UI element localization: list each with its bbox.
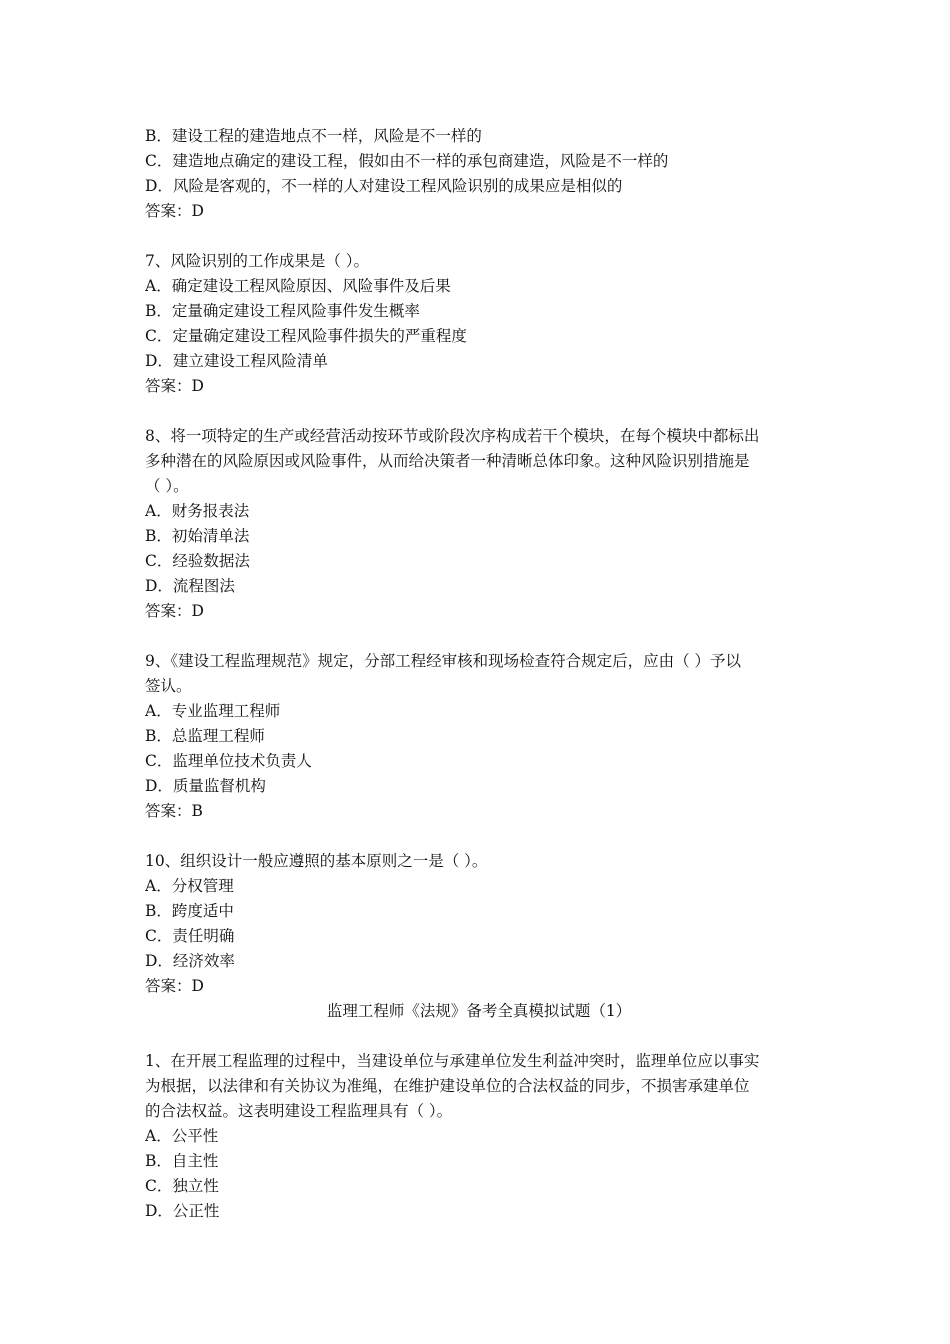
answer: 答案：B: [145, 802, 203, 820]
option-a: A．分权管理: [145, 877, 234, 895]
question-9: [145, 649, 813, 824]
spacer: [145, 1024, 813, 1049]
question-text-line-2: 多种潜在的风险原因或风险事件，从而给决策者一种清晰总体印象。这种风险识别措施是: [145, 452, 750, 470]
option-b: B．跨度适中: [145, 902, 234, 920]
option-d: D．公正性: [145, 1202, 220, 1220]
spacer: [145, 399, 813, 424]
option-b: B．建设工程的建造地点不一样，风险是不一样的: [145, 127, 482, 145]
question-10: [145, 849, 813, 999]
option-a: A．财务报表法: [145, 502, 250, 520]
section-title: 监理工程师《法规》备考全真模拟试题（1）: [326, 1002, 632, 1020]
question-text-line-3: （ ）。: [145, 477, 189, 495]
answer: 答案：D: [145, 602, 204, 620]
option-b: B．定量确定建设工程风险事件发生概率: [145, 302, 420, 320]
option-d: D．经济效率: [145, 952, 235, 970]
option-d: D．风险是客观的，不一样的人对建设工程风险识别的成果应是相似的: [145, 177, 623, 195]
option-c: C．经验数据法: [145, 552, 250, 570]
option-c: C．责任明确: [145, 927, 235, 945]
option-b: B．自主性: [145, 1152, 219, 1170]
option-b: B．初始清单法: [145, 527, 250, 545]
spacer: [145, 224, 813, 249]
section-question-1: [145, 1049, 813, 1224]
question-text-line-3: 的合法权益。这表明建设工程监理具有（ ）。: [145, 1102, 453, 1120]
option-c: C．建造地点确定的建设工程，假如由不一样的承包商建造，风险是不一样的: [145, 152, 669, 170]
answer: 答案：D: [145, 202, 204, 220]
question-text: 10、组织设计一般应遵照的基本原则之一是（ ）。: [145, 852, 488, 870]
option-c: C．定量确定建设工程风险事件损失的严重程度: [145, 327, 467, 345]
option-d: D．质量监督机构: [145, 777, 266, 795]
option-c: C．监理单位技术负责人: [145, 752, 312, 770]
option-c: C．独立性: [145, 1177, 219, 1195]
question-text-line-2: 签认。: [145, 677, 192, 695]
answer: 答案：D: [145, 377, 204, 395]
question-text-line-2: 为根据，以法律和有关协议为准绳，在维护建设单位的合法权益的同步，不损害承建单位: [145, 1077, 750, 1095]
question-6-tail: [145, 124, 813, 224]
spacer: [145, 824, 813, 849]
option-a: A．公平性: [145, 1127, 219, 1145]
question-text: 7、风险识别的工作成果是（ ）。: [145, 252, 370, 270]
option-b: B．总监理工程师: [145, 727, 265, 745]
question-text-line-1: 8、将一项特定的生产或经营活动按环节或阶段次序构成若干个模块，在每个模块中都标出: [145, 427, 760, 445]
answer: 答案：D: [145, 977, 204, 995]
question-8: [145, 424, 813, 624]
option-a: A．确定建设工程风险原因、风险事件及后果: [145, 277, 451, 295]
spacer: [145, 624, 813, 649]
question-7: [145, 249, 813, 399]
question-text-line-1: 9、《建设工程监理规范》规定，分部工程经审核和现场检查符合规定后，应由（ ）予以: [145, 652, 742, 670]
option-a: A．专业监理工程师: [145, 702, 281, 720]
question-text-line-1: 1、在开展工程监理的过程中，当建设单位与承建单位发生利益冲突时，监理单位应以事实: [145, 1052, 760, 1070]
option-d: D．建立建设工程风险清单: [145, 352, 328, 370]
document-page: [145, 124, 813, 1224]
option-d: D．流程图法: [145, 577, 235, 595]
